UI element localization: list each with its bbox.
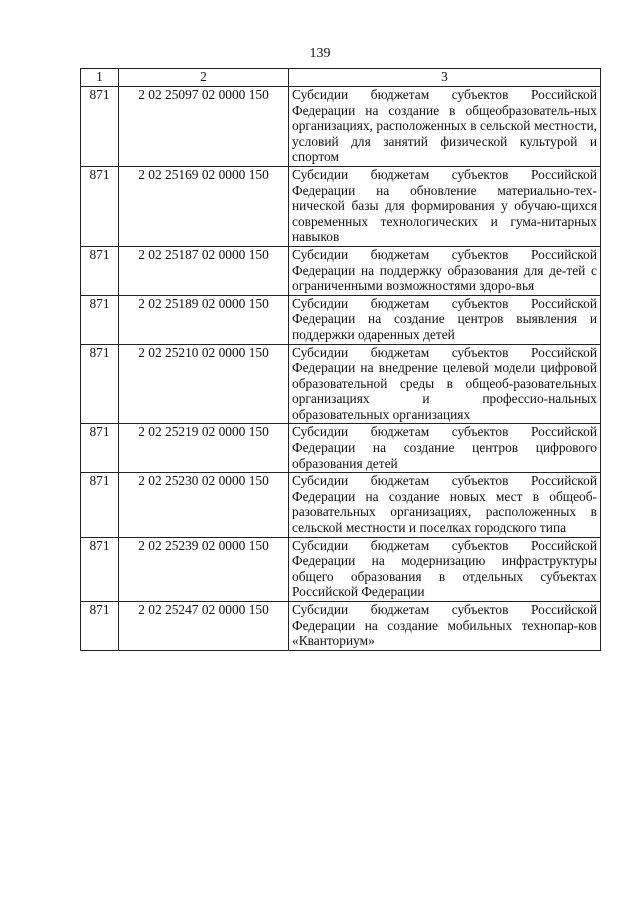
income-code-cell: 2 02 25210 02 0000 150 <box>119 344 289 424</box>
admin-code-cell: 871 <box>81 295 119 344</box>
admin-code-cell: 871 <box>81 246 119 295</box>
income-code-cell: 2 02 25189 02 0000 150 <box>119 295 289 344</box>
column-header-3: 3 <box>289 69 601 87</box>
income-code-cell: 2 02 25219 02 0000 150 <box>119 424 289 473</box>
table-row <box>81 602 601 651</box>
table-row <box>81 295 601 344</box>
admin-code-cell: 871 <box>81 87 119 167</box>
table-row <box>81 166 601 246</box>
table-row <box>81 344 601 424</box>
page-number: 139 <box>309 46 331 61</box>
table-row <box>81 246 601 295</box>
description-cell: Субсидии бюджетам субъектов Российской Федерации на создание центров цифрового образования детей <box>289 424 601 473</box>
description-cell: Субсидии бюджетам субъектов Российской Федерации на создание мобильных технопар-ков «Кванториум» <box>289 602 601 651</box>
income-code-cell: 2 02 25239 02 0000 150 <box>119 537 289 601</box>
description-cell: Субсидии бюджетам субъектов Российской Федерации на модернизацию инфраструктуры общего образования в отдельных субъектах Российской Федерации <box>289 537 601 601</box>
income-code-cell: 2 02 25169 02 0000 150 <box>119 166 289 246</box>
income-code-cell: 2 02 25247 02 0000 150 <box>119 602 289 651</box>
admin-code-cell: 871 <box>81 602 119 651</box>
description-cell: Субсидии бюджетам субъектов Российской Федерации на поддержку образования для де-тей с ограниченными возможностями здоро-вья <box>289 246 601 295</box>
description-cell: Субсидии бюджетам субъектов Российской Федерации на обновление материально-тех-нической базы для формирования у обучаю-щихся современных технологических и гума-нитарных навыков <box>289 166 601 246</box>
table-row <box>81 473 601 537</box>
income-code-cell: 2 02 25187 02 0000 150 <box>119 246 289 295</box>
table-header-row <box>81 69 601 87</box>
table-row <box>81 87 601 167</box>
income-code-cell: 2 02 25230 02 0000 150 <box>119 473 289 537</box>
admin-code-cell: 871 <box>81 344 119 424</box>
description-cell: Субсидии бюджетам субъектов Российской Федерации на создание новых мест в общеоб-разовательных организациях, расположенных в сельской местности и поселках городского типа <box>289 473 601 537</box>
income-code-cell: 2 02 25097 02 0000 150 <box>119 87 289 167</box>
admin-code-cell: 871 <box>81 537 119 601</box>
description-cell: Субсидии бюджетам субъектов Российской Федерации на внедрение целевой модели цифровой образовательной среды в общеоб-разовательных организациях и профессио-нальных образовательных организациях <box>289 344 601 424</box>
admin-code-cell: 871 <box>81 166 119 246</box>
admin-code-cell: 871 <box>81 424 119 473</box>
table-row <box>81 424 601 473</box>
description-cell: Субсидии бюджетам субъектов Российской Федерации на создание центров выявления и поддержки одаренных детей <box>289 295 601 344</box>
description-cell: Субсидии бюджетам субъектов Российской Федерации на создание в общеобразователь-ных организациях, расположенных в сельской местности, условий для занятий физической культурой и спортом <box>289 87 601 167</box>
column-header-2: 2 <box>119 69 289 87</box>
budget-classification-table <box>80 68 601 651</box>
table-row <box>81 537 601 601</box>
admin-code-cell: 871 <box>81 473 119 537</box>
column-header-1: 1 <box>81 69 119 87</box>
